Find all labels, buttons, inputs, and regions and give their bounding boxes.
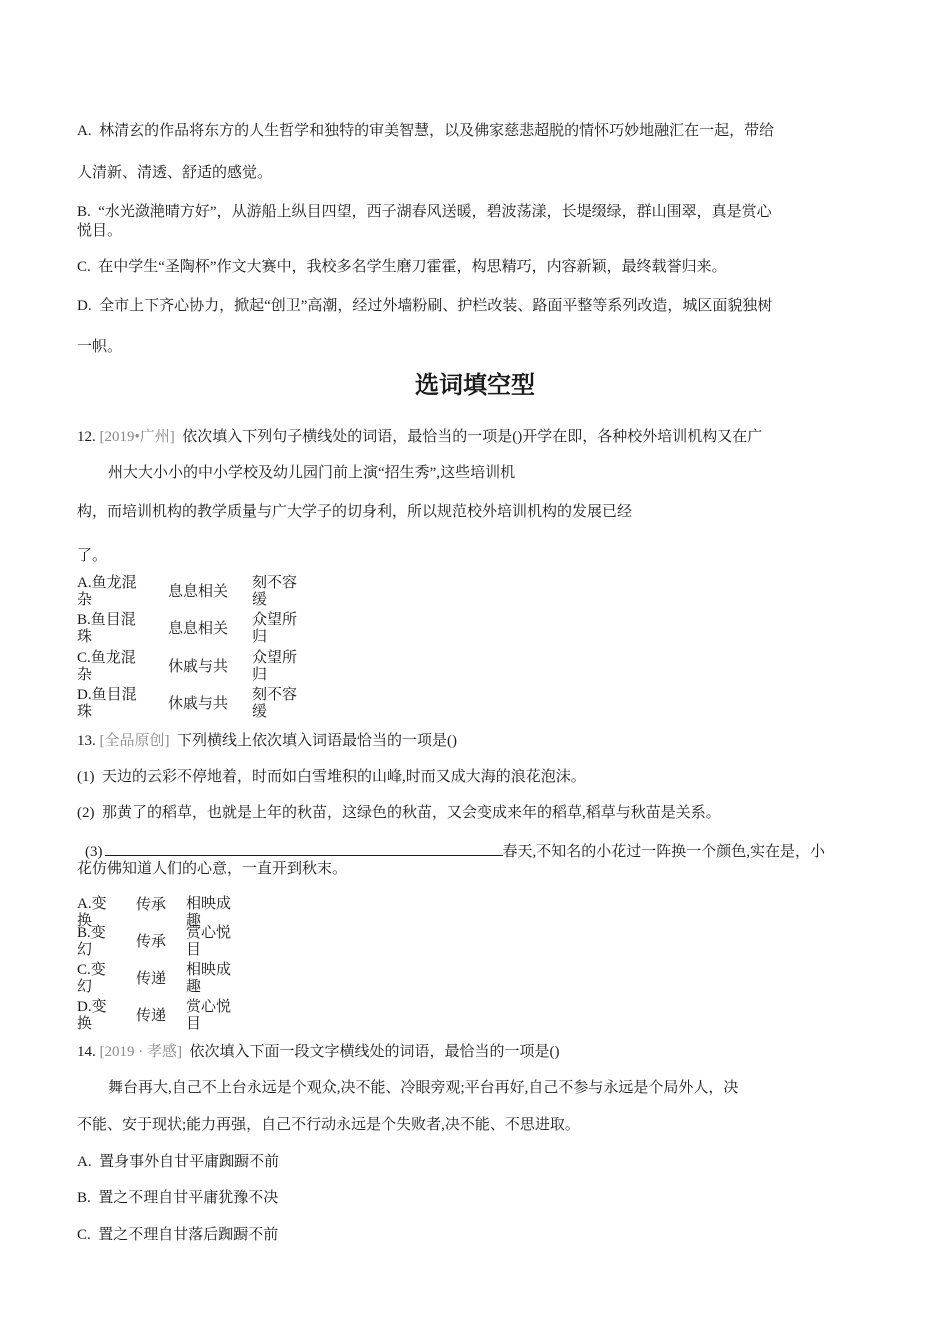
q14-option-a-text: 置身事外自甘平庸踟蹰不前	[99, 1154, 280, 1170]
q13-sentence-3-cont: 花仿佛知道人们的心意，一直开到秋末。	[77, 861, 348, 877]
q11-option-c	[77, 258, 727, 276]
q13-number: 13.	[77, 733, 96, 749]
q11-option-a	[77, 122, 774, 140]
q14-number: 14.	[77, 1044, 96, 1060]
section-title: 选词填空型	[415, 371, 535, 399]
q13-s1-number: (1)	[77, 769, 95, 785]
q12-option-c-word2: 休戚与共	[168, 659, 229, 675]
q12-option-b-word1: B.鱼目混珠	[77, 612, 136, 645]
q11-option-d-label: D.	[77, 298, 92, 314]
q12-option-d-word2: 休戚与共	[168, 696, 229, 712]
q13-stem	[77, 732, 457, 750]
q13-option-d-word1: D.变换	[77, 999, 107, 1032]
q13-sentence-3	[85, 841, 825, 861]
q13-option-c-word2: 传递	[136, 971, 167, 987]
q11-option-a-cont: 人清新、清透、舒适的感觉。	[77, 165, 273, 181]
q11-option-b-cont: 悦目。	[77, 223, 123, 239]
q12-line4: 了。	[77, 548, 108, 564]
q13-option-a-word2: 传承	[136, 897, 167, 913]
q12-line3: 构，而培训机构的教学质量与广大学子的切身利，所以规范校外培训机构的发展已经	[77, 504, 633, 520]
q12-option-b-word2: 息息相关	[168, 621, 229, 637]
q12-number: 12.	[77, 429, 96, 445]
q12-stem-text: 依次填入下列句子横线处的词语，最恰当的一项是()开学在即，各种校外培训机构又在广	[182, 429, 763, 445]
q14-stem-text: 依次填入下面一段文字横线处的词语，最恰当的一项是()	[189, 1044, 560, 1060]
q13-option-b-word3: 赏心悦目	[186, 925, 232, 958]
q12-option-a-word1: A.鱼龙混杂	[77, 575, 137, 608]
q13-stem-text: 下列横线上依次填入词语最恰当的一项是()	[177, 733, 457, 749]
q13-s2-text: 那黄了的稻草，也就是上年的秋苗，这绿色的秋苗，又会变成来年的稻草,稻草与秋苗是关系。	[102, 805, 721, 821]
q13-s2-number: (2)	[77, 805, 95, 821]
q11-option-b-label: B.	[77, 204, 91, 220]
q13-option-a-word3: 相映成趣	[186, 896, 232, 929]
q11-option-c-text: 在中学生“圣陶杯”作文大赛中，我校多名学生磨刀霍霍，构思精巧，内容新颖，最终载誉归来。	[98, 259, 727, 275]
q14-option-c-text: 置之不理自甘落后踟蹰不前	[98, 1227, 279, 1243]
q13-option-d-word2: 传递	[136, 1008, 167, 1024]
q12-option-b-word3: 众望所归	[252, 612, 298, 645]
q14-option-b	[77, 1189, 278, 1207]
q12-option-d-word3: 刻不容缓	[252, 687, 298, 720]
q13-option-a-word1: A.变换	[77, 896, 107, 929]
q13-s3-number: (3)	[85, 844, 103, 860]
q12-option-c-word3: 众望所归	[252, 650, 298, 683]
q13-sentence-1	[77, 768, 586, 786]
q14-option-c	[77, 1226, 278, 1244]
q11-option-c-label: C.	[77, 259, 91, 275]
q13-option-c-word1: C.变幻	[77, 962, 106, 995]
q14-option-a	[77, 1153, 279, 1171]
q14-option-b-text: 置之不理自甘平庸犹豫不决	[98, 1190, 279, 1206]
q11-option-a-text: 林清玄的作品将东方的人生哲学和独特的审美智慧，以及佛家慈悲超脱的情怀巧妙地融汇在一起，带给	[99, 123, 775, 139]
q13-option-b-word2: 传承	[136, 934, 167, 950]
q12-option-a-word3: 刻不容缓	[252, 575, 298, 608]
q13-s1-text: 天边的云彩不停地着，时而如白雪堆积的山峰,时而又成大海的浪花泡沫。	[102, 769, 586, 785]
q13-option-b-word1: B.变幻	[77, 925, 106, 958]
q13-option-c-word3: 相映成趣	[186, 962, 232, 995]
q14-stem	[77, 1043, 560, 1061]
q14-passage-line2: 不能、安于现状;能力再强，自己不行动永远是个失败者,决不能、不思进取。	[77, 1117, 580, 1133]
q11-option-d-text: 全市上下齐心协力，掀起“创卫”高潮，经过外墙粉刷、护栏改装、路面平整等系列改造，城区面貌独树	[99, 298, 773, 314]
q12-line2: 州大大小小的中小学校及幼儿园门前上演“招生秀”,这些培训机	[108, 465, 516, 481]
q14-passage-line1: 舞台再大,自己不上台永远是个观众,决不能、冷眼旁观;平台再好,自己不参与永远是个局外人，决	[108, 1080, 739, 1096]
q13-option-d-word3: 赏心悦目	[186, 999, 232, 1032]
q13-s3-blank	[105, 841, 503, 856]
q14-option-a-label: A.	[77, 1154, 92, 1170]
q14-source: [2019 · 孝感]	[99, 1044, 182, 1060]
q11-option-a-label: A.	[77, 123, 92, 139]
q11-option-d-cont: 一帜。	[77, 339, 123, 355]
q11-option-b	[77, 203, 772, 221]
q12-option-a-word2: 息息相关	[168, 584, 229, 600]
q14-option-c-label: C.	[77, 1227, 91, 1243]
q14-option-b-label: B.	[77, 1190, 91, 1206]
q13-source: [全品原创]	[99, 733, 170, 749]
q12-source: [2019•广州]	[99, 429, 175, 445]
q12-option-c-word1: C.鱼龙混杂	[77, 650, 136, 683]
q12-stem	[77, 428, 762, 446]
q13-sentence-2	[77, 804, 721, 822]
q12-option-d-word1: D.鱼目混珠	[77, 687, 137, 720]
q11-option-d	[77, 297, 772, 315]
q13-s3-text: 春天,不知名的小花过一阵换一个颜色,实在是，小	[502, 844, 826, 860]
q11-option-b-text: “水光潋滟晴方好”，从游船上纵目四望，西子湖春风送暖，碧波荡漾，长堤缀绿，群山围翠，真是赏心	[98, 204, 772, 220]
